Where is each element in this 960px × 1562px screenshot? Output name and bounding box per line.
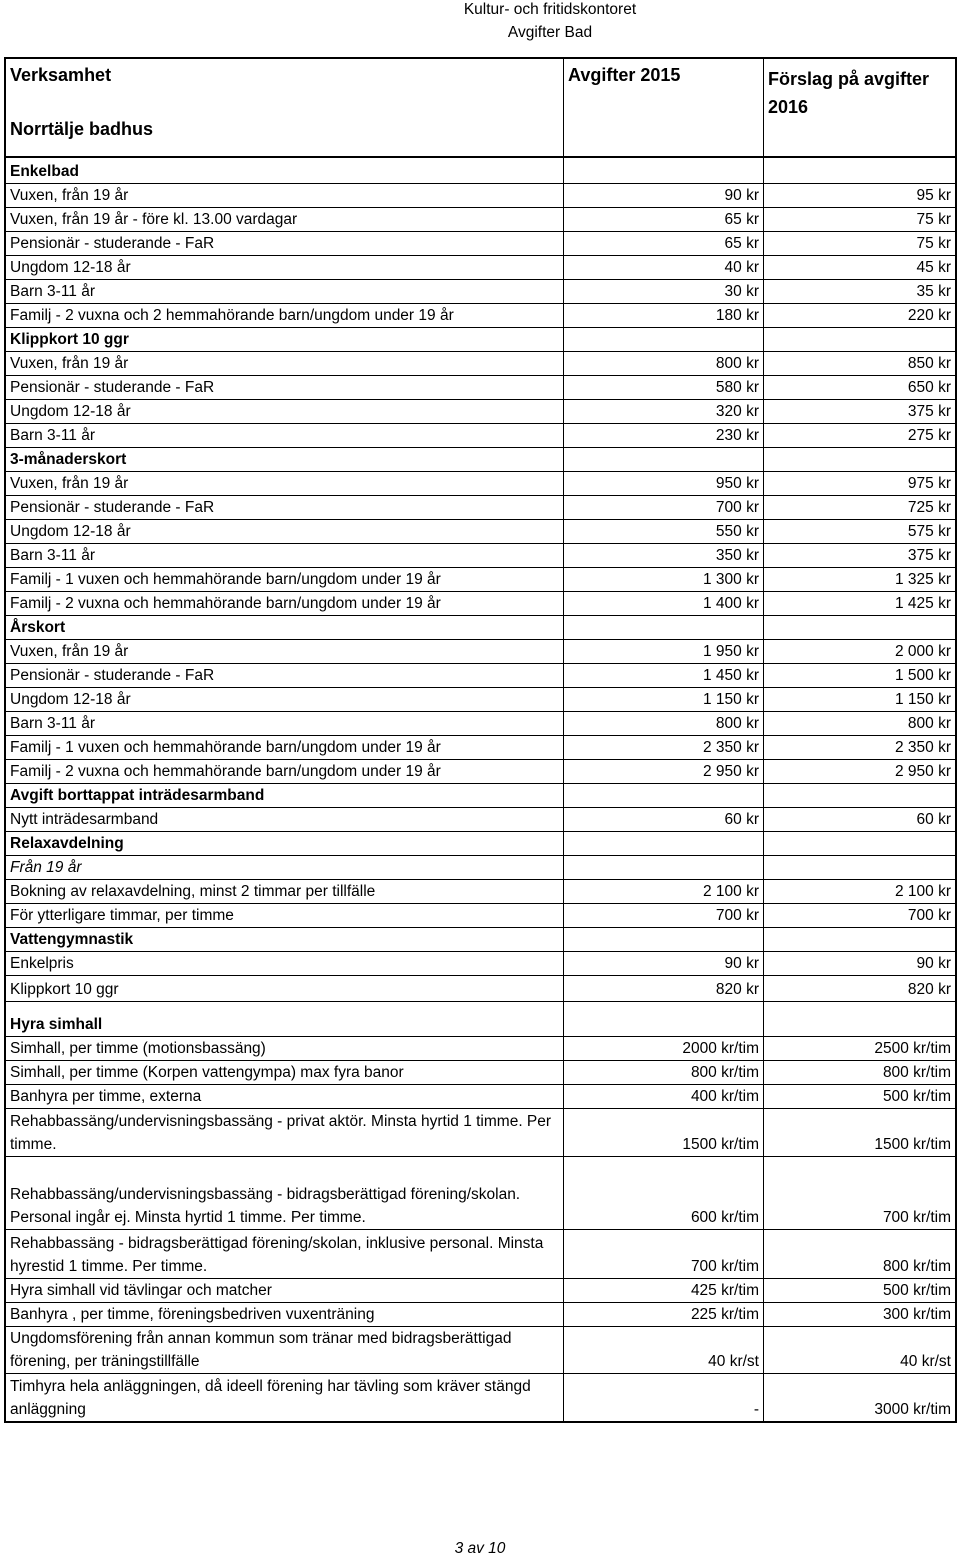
fee-2015: 90 kr <box>724 187 759 204</box>
table-row <box>6 688 955 712</box>
table-row <box>6 400 955 424</box>
fee-2015: 800 kr <box>715 715 759 732</box>
column-header-2016: Förslag på avgifter 2016 <box>768 69 930 117</box>
table-row <box>6 256 955 280</box>
fee-2016: 575 kr <box>907 523 951 540</box>
fee-2016: 820 kr <box>907 981 951 998</box>
table-row <box>6 1109 955 1157</box>
table-row <box>6 664 955 688</box>
fee-2015: 60 kr <box>724 811 759 828</box>
fee-2016: 375 kr <box>907 403 951 420</box>
fee-2016: 75 kr <box>916 211 951 228</box>
fee-2015: 2000 kr/tim <box>682 1040 759 1057</box>
fee-description: Vuxen, från 19 år <box>10 475 129 492</box>
fee-description: Ungdom 12-18 år <box>10 259 131 276</box>
table-row <box>6 1230 955 1279</box>
fee-2015: 65 kr <box>724 235 759 252</box>
fee-2016: 45 kr <box>916 259 951 276</box>
fee-2016: 40 kr/st <box>900 1353 951 1370</box>
table-row <box>6 472 955 496</box>
fee-description: Vuxen, från 19 år <box>10 187 129 204</box>
fee-2016: 75 kr <box>916 235 951 252</box>
fee-2016: 2500 kr/tim <box>874 1040 951 1057</box>
fee-2016: 650 kr <box>907 379 951 396</box>
office-name: Kultur- och fritidskontoret <box>463 1 637 18</box>
fee-description: Ungdom 12-18 år <box>10 403 131 420</box>
table-row <box>6 1327 955 1374</box>
fee-2016: 700 kr <box>907 907 951 924</box>
fee-2016: 975 kr <box>907 475 951 492</box>
fee-description: Familj - 1 vuxen och hemmahörande barn/ungdom under 19 år <box>10 571 441 588</box>
fee-2016: 850 kr <box>907 355 951 372</box>
table-row <box>6 352 955 376</box>
fee-2015: 550 kr <box>715 523 759 540</box>
fee-2016: 500 kr/tim <box>882 1282 951 1299</box>
fee-2015: 1 950 kr <box>702 643 759 660</box>
section-title: Avgift borttappat inträdesarmband <box>10 787 265 804</box>
fee-description: Familj - 2 vuxna och hemmahörande barn/ungdom under 19 år <box>10 595 441 612</box>
fee-2016: 800 kr <box>907 715 951 732</box>
fee-2015: 1 450 kr <box>702 667 759 684</box>
fee-description: Ungdom 12-18 år <box>10 523 131 540</box>
fee-2016: 90 kr <box>916 955 951 972</box>
fee-2016: 35 kr <box>916 283 951 300</box>
table-row <box>6 880 955 904</box>
fee-2015: 580 kr <box>715 379 759 396</box>
fee-description: Barn 3-11 år <box>10 715 96 732</box>
fee-2016: 220 kr <box>907 307 951 324</box>
fee-description: Klippkort 10 ggr <box>10 981 119 998</box>
table-row <box>6 640 955 664</box>
table-row <box>6 304 955 328</box>
fee-description: Simhall, per timme (Korpen vattengympa) max fyra banor <box>10 1064 404 1081</box>
fee-description: Bokning av relaxavdelning, minst 2 timmar per tillfälle <box>10 883 376 900</box>
table-row <box>6 1279 955 1303</box>
fee-2016: 500 kr/tim <box>882 1088 951 1105</box>
fee-description: Vuxen, från 19 år - före kl. 13.00 vardagar <box>10 211 298 228</box>
fee-2015: 225 kr/tim <box>690 1306 759 1323</box>
page-number: 3 av 10 <box>454 1540 506 1557</box>
table-row <box>6 184 955 208</box>
fee-2016: 2 950 kr <box>894 763 951 780</box>
section-row <box>6 832 955 856</box>
table-row <box>6 1157 955 1230</box>
table-row <box>6 760 955 784</box>
section-title: Vattengymnastik <box>10 931 134 948</box>
table-row <box>6 280 955 304</box>
fee-description: Timhyra hela anläggningen, då ideell förening har tävling som kräver stängd anläggning <box>10 1378 531 1418</box>
fee-2015: 800 kr/tim <box>690 1064 759 1081</box>
table-row <box>6 1085 955 1109</box>
section-row <box>6 1002 955 1037</box>
fee-2016: 300 kr/tim <box>882 1306 951 1323</box>
table-row <box>6 592 955 616</box>
table-row <box>6 544 955 568</box>
fee-2015: 30 kr <box>724 283 759 300</box>
section-title: Klippkort 10 ggr <box>10 331 129 348</box>
table-row <box>6 952 955 976</box>
fee-description: Barn 3-11 år <box>10 427 96 444</box>
fee-2015: 700 kr/tim <box>690 1258 759 1275</box>
column-header-verksamhet: Verksamhet <box>10 65 112 85</box>
fee-description: Ungdom 12-18 år <box>10 691 131 708</box>
table-row <box>6 1303 955 1327</box>
table-row <box>6 808 955 832</box>
fee-2016: 1 325 kr <box>894 571 951 588</box>
fee-description: Pensionär - studerande - FaR <box>10 235 215 252</box>
fee-2016: 1 425 kr <box>894 595 951 612</box>
fee-2015: 90 kr <box>724 955 759 972</box>
table-row <box>6 376 955 400</box>
fee-description: Ungdomsförening från annan kommun som tränar med bidragsberättigad förening, per träningstillfälle <box>10 1330 512 1370</box>
table-row <box>6 856 955 880</box>
section-row <box>6 784 955 808</box>
fee-2016: 2 100 kr <box>894 883 951 900</box>
fee-2016: 1 150 kr <box>894 691 951 708</box>
fee-description: För ytterligare timmar, per timme <box>10 907 234 924</box>
table-body <box>6 158 955 1421</box>
table-row <box>6 1374 955 1421</box>
document-title: Avgifter Bad <box>507 24 593 41</box>
fee-2015: 40 kr <box>724 259 759 276</box>
fee-2015: 230 kr <box>715 427 759 444</box>
table-row <box>6 496 955 520</box>
fee-description: Simhall, per timme (motionsbassäng) <box>10 1040 266 1057</box>
fee-description: Banhyra per timme, externa <box>10 1088 202 1105</box>
table-row <box>6 232 955 256</box>
section-title: Årskort <box>10 619 66 636</box>
fee-2015: 400 kr/tim <box>690 1088 759 1105</box>
fee-2015: 40 kr/st <box>708 1353 759 1370</box>
fee-description: Pensionär - studerande - FaR <box>10 667 215 684</box>
fee-description: Rehabbassäng/undervisningsbassäng - bidragsberättigad förening/skolan. Personal ingår ej. Minsta hyrtid 1 timme. Per timme. <box>10 1186 521 1226</box>
fee-description: Familj - 1 vuxen och hemmahörande barn/ungdom under 19 år <box>10 739 441 756</box>
fee-2016: 2 000 kr <box>894 643 951 660</box>
section-row <box>6 448 955 472</box>
fee-2015: 2 350 kr <box>702 739 759 756</box>
fee-description: Vuxen, från 19 år <box>10 355 129 372</box>
table-row <box>6 520 955 544</box>
fee-description: Familj - 2 vuxna och hemmahörande barn/ungdom under 19 år <box>10 763 441 780</box>
table-row <box>6 568 955 592</box>
fee-description: Banhyra , per timme, föreningsbedriven vuxenträning <box>10 1306 375 1323</box>
fee-2015: 65 kr <box>724 211 759 228</box>
fee-description: Hyra simhall vid tävlingar och matcher <box>10 1282 272 1299</box>
fee-table <box>4 57 957 1423</box>
table-row <box>6 1037 955 1061</box>
fee-2015: 950 kr <box>715 475 759 492</box>
fee-2016: 800 kr/tim <box>882 1064 951 1081</box>
fee-2016: 95 kr <box>916 187 951 204</box>
fee-2016: 800 kr/tim <box>882 1258 951 1275</box>
organization-name: Norrtälje badhus <box>10 119 154 139</box>
fee-description: Från 19 år <box>10 859 82 876</box>
table-row <box>6 208 955 232</box>
fee-description: Pensionär - studerande - FaR <box>10 499 215 516</box>
section-title: Relaxavdelning <box>10 835 124 852</box>
table-row <box>6 1061 955 1085</box>
section-row <box>6 616 955 640</box>
section-title: Enkelbad <box>10 163 79 180</box>
table-row <box>6 424 955 448</box>
fee-2015: 1 400 kr <box>702 595 759 612</box>
fee-2016: 3000 kr/tim <box>874 1401 951 1418</box>
table-row <box>6 712 955 736</box>
fee-2015: 700 kr <box>715 499 759 516</box>
fee-2015: 425 kr/tim <box>690 1282 759 1299</box>
fee-2015: 2 100 kr <box>702 883 759 900</box>
fee-2015: 1 300 kr <box>702 571 759 588</box>
fee-description: Barn 3-11 år <box>10 547 96 564</box>
fee-2016: 375 kr <box>907 547 951 564</box>
section-row <box>6 158 955 184</box>
fee-2015: 800 kr <box>715 355 759 372</box>
column-header-2015: Avgifter 2015 <box>564 59 764 156</box>
table-row <box>6 736 955 760</box>
fee-2016: 700 kr/tim <box>882 1209 951 1226</box>
table-row <box>6 904 955 928</box>
fee-2015: 2 950 kr <box>702 763 759 780</box>
fee-2015: 180 kr <box>715 307 759 324</box>
fee-2016: 1 500 kr <box>894 667 951 684</box>
fee-2015: 350 kr <box>715 547 759 564</box>
fee-description: Nytt inträdesarmband <box>10 811 159 828</box>
table-header <box>6 59 955 158</box>
fee-description: Familj - 2 vuxna och 2 hemmahörande barn/ungdom under 19 år <box>10 307 454 324</box>
fee-2016: 2 350 kr <box>894 739 951 756</box>
fee-description: Enkelpris <box>10 955 74 972</box>
fee-2016: 725 kr <box>907 499 951 516</box>
section-row <box>6 328 955 352</box>
document-header <box>0 0 960 48</box>
fee-2015: 320 kr <box>715 403 759 420</box>
section-row <box>6 928 955 952</box>
fee-2016: 275 kr <box>907 427 951 444</box>
section-title: 3-månaderskort <box>10 451 127 468</box>
table-row <box>6 976 955 1002</box>
fee-2015: 820 kr <box>715 981 759 998</box>
fee-description: Rehabbassäng - bidragsberättigad förening/skolan, inklusive personal. Minsta hyrestid 1 timme. Per timme. <box>10 1235 544 1275</box>
section-title: Hyra simhall <box>10 1016 103 1033</box>
fee-description: Rehabbassäng/undervisningsbassäng - privat aktör. Minsta hyrtid 1 timme. Per timme. <box>10 1113 552 1153</box>
fee-2016: 1500 kr/tim <box>874 1136 951 1153</box>
fee-description: Vuxen, från 19 år <box>10 643 129 660</box>
fee-2015: 700 kr <box>715 907 759 924</box>
fee-2015: 600 kr/tim <box>690 1209 759 1226</box>
fee-2015: 1 150 kr <box>702 691 759 708</box>
fee-description: Barn 3-11 år <box>10 283 96 300</box>
fee-description: Pensionär - studerande - FaR <box>10 379 215 396</box>
fee-2016: 60 kr <box>916 811 951 828</box>
fee-2015: - <box>753 1401 759 1418</box>
fee-2015: 1500 kr/tim <box>682 1136 759 1153</box>
